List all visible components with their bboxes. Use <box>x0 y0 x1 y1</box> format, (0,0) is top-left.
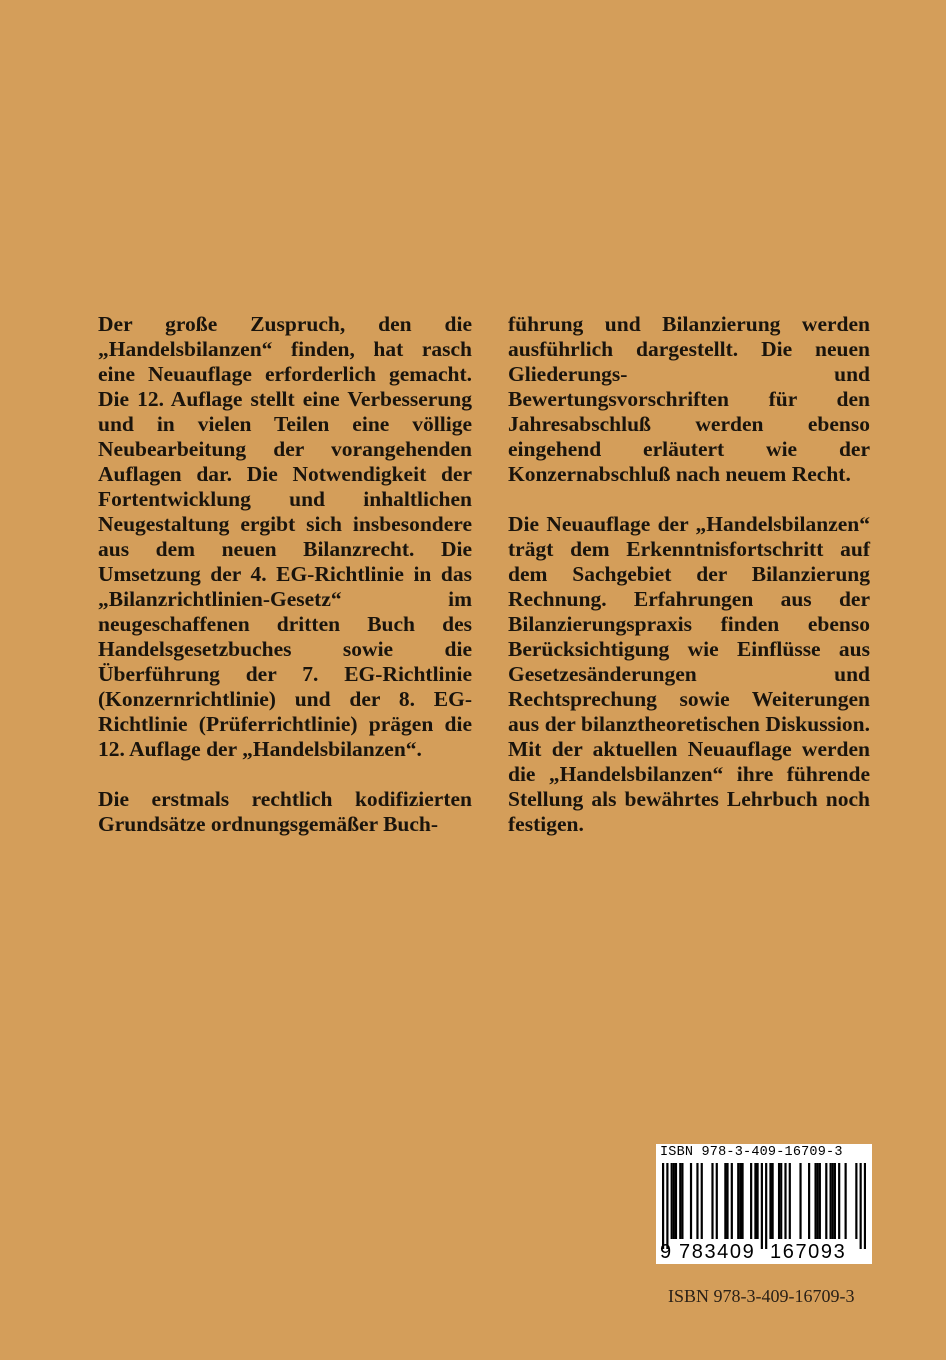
barcode-bars <box>662 1163 866 1249</box>
footer-isbn: ISBN 978-3-409-16709-3 <box>668 1286 855 1306</box>
barcode-bar <box>716 1163 718 1239</box>
barcode-bar <box>825 1163 827 1239</box>
barcode-digit-first: 9 <box>660 1241 672 1263</box>
barcode-bar <box>817 1163 819 1239</box>
barcode-bar <box>838 1163 840 1239</box>
barcode-bar <box>690 1163 692 1239</box>
blurb-paragraph-4: Die Neuauflage der „Handelsbilanzen“ trägt dem Erkenntnisfortschritt auf dem Sachgebiet der Bilanzierung Rechnung. Erfahrungen aus der Bilanzierungspraxis finden ebenso Berücksichtigung wie Einflüsse aus Gesetzesänderungen und Rechtsprechung sowie Weiterungen aus der bilanztheoretischen Diskussion. Mit der aktuellen Neuauflage werden die „Handelsbilanzen“ ihre führende Stellung als bewährtes Lehrbuch noch festigen. <box>508 512 870 836</box>
barcode-bar <box>832 1163 834 1239</box>
barcode-bar <box>829 1163 831 1239</box>
blurb-left-column <box>98 312 472 862</box>
barcode-bar <box>679 1163 681 1239</box>
blurb-paragraph-3: führung und Bilanzierung werden ausführlich dargestellt. Die neuen Gliederungs- und Bewertungsvorschriften für den Jahresabschluß werden ebenso eingehend erläutert wie der Konzernabschluß nach neuem Recht. <box>508 312 870 486</box>
barcode-bar <box>864 1163 866 1249</box>
barcode-bar <box>711 1163 713 1239</box>
barcode-bar <box>789 1163 791 1239</box>
barcode-digits-left: 783409 <box>679 1241 756 1263</box>
barcode-bar <box>860 1163 862 1249</box>
barcode-bar <box>666 1163 668 1249</box>
barcode-bar <box>778 1163 780 1239</box>
blurb-paragraph-1: Der große Zuspruch, den die „Handelsbilanzen“ finden, hat rasch eine Neuauflage erforderlich gemacht. Die 12. Auflage stellt eine Verbesserung und in vielen Teilen eine völlige Neubearbeitung der vorangehenden Auflagen dar. Die Notwendigkeit der Fortentwicklung und inhaltlichen Neugestaltung ergibt sich insbesondere aus dem neuen Bilanzrecht. Die Umsetzung der 4. EG-Richtlinie in das „Bilanzrichtlinien-Gesetz“ im neugeschaffenen dritten Buch des Handelsgesetzbuches sowie die Überführung der 7. EG-Richtlinie (Konzernrichtlinie) und der 8. EG-Richtlinie (Prüferrichtlinie) prägen die 12. Auflage der „Handelsbilanzen“. <box>98 312 472 761</box>
barcode-bar <box>819 1163 821 1239</box>
barcode-digits <box>656 1241 872 1263</box>
barcode-bar <box>756 1163 758 1239</box>
barcode-isbn-label: ISBN 978-3-409-16709-3 <box>660 1145 843 1160</box>
barcode-bar <box>754 1163 756 1239</box>
barcode-bar <box>845 1163 847 1239</box>
barcode <box>656 1144 872 1264</box>
barcode-bar <box>808 1163 810 1239</box>
barcode-bar <box>737 1163 739 1239</box>
blurb-paragraph-2: Die erstmals rechtlich kodifizierten Grundsätze ordnungsgemäßer Buch- <box>98 787 472 836</box>
barcode-bar <box>765 1163 767 1249</box>
barcode-bar <box>673 1163 675 1239</box>
barcode-bar <box>739 1163 741 1239</box>
barcode-bar <box>731 1163 733 1239</box>
barcode-bar <box>814 1163 816 1239</box>
barcode-bar <box>675 1163 677 1239</box>
barcode-bar <box>701 1163 703 1239</box>
barcode-bar <box>761 1163 763 1249</box>
barcode-bar <box>726 1163 728 1239</box>
barcode-bar <box>681 1163 683 1239</box>
barcode-bar <box>784 1163 786 1239</box>
barcode-bar <box>855 1163 857 1239</box>
barcode-bar <box>750 1163 752 1239</box>
blurb-right-column <box>508 312 870 862</box>
barcode-bar <box>671 1163 673 1239</box>
barcode-bar <box>724 1163 726 1239</box>
barcode-digits-right: 167093 <box>770 1241 847 1263</box>
barcode-bar <box>834 1163 836 1239</box>
barcode-bar <box>741 1163 743 1239</box>
barcode-bar <box>799 1163 801 1239</box>
barcode-bar <box>769 1163 771 1239</box>
barcode-bar <box>772 1163 774 1239</box>
barcode-bar <box>696 1163 698 1239</box>
barcode-bar <box>662 1163 664 1249</box>
barcode-bar <box>780 1163 782 1239</box>
